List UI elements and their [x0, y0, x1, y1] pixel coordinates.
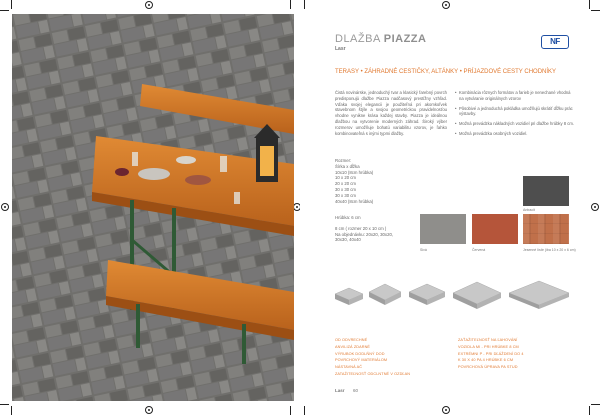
crop-mark: [304, 406, 305, 415]
title-light: DLAŽBA: [335, 33, 381, 45]
swatch-label: Antracit: [523, 208, 535, 212]
page-number: 60: [353, 388, 359, 393]
size-line: 20 x 20 cm: [335, 181, 357, 187]
size-line: 10 x 20 cm: [335, 175, 357, 181]
crop-mark: [0, 10, 9, 11]
brand-logo: Lasr: [335, 46, 346, 52]
swatch-label: Jesenné lísťe (iba 10 x 20 x 6 cm): [523, 248, 576, 252]
registration-mark: [442, 1, 450, 9]
crop-mark: [0, 404, 9, 405]
swatch-siva: [420, 214, 466, 244]
size-line: 10x10 (8cm hrúbka): [335, 169, 374, 175]
feature-line: OD ODVRECHNÉ: [335, 338, 368, 342]
sizes-heading: Rozmer:: [335, 158, 352, 163]
sizes-block: [335, 158, 373, 204]
feature-line: VOZIDLA MI - PRI HRÚBKE 8 CM: [458, 344, 519, 349]
crop-mark: [11, 0, 12, 9]
registration-mark: [1, 203, 9, 211]
paver-sizes-illustration: [333, 280, 573, 310]
thickness-line: 30x30, 40x40: [335, 237, 361, 243]
registration-mark: [145, 1, 153, 9]
feature-line: ZATAŽITEĽNOSŤ ODCLNTNÉ V OZDĽAN: [335, 371, 411, 376]
features-right: [458, 337, 524, 371]
feature-line: ZAŤAŽITEĽNOSŤ NA ĽAHOVÁNÍ: [458, 338, 518, 342]
swatch-cervena: [472, 214, 518, 244]
registration-mark: [442, 406, 450, 414]
feature-line: VÝRUBOK DODLŇNÝ DOD: [335, 351, 385, 356]
thickness-block: [335, 215, 393, 243]
crop-mark: [589, 0, 590, 9]
swatch-antracit: [523, 176, 569, 206]
page-title: [335, 33, 426, 45]
crop-mark: [589, 406, 590, 415]
thickness-line: 8 cm ( rozmer 20 x 10 cm ): [335, 225, 387, 231]
crop-mark: [591, 404, 600, 405]
footer-brand: Lasr: [335, 388, 345, 393]
nf-logo: NF: [541, 35, 569, 49]
crop-mark: [290, 406, 291, 415]
size-line: Šírka x dĺžka: [335, 163, 360, 169]
feature-line: NÁSTAVNÁ AČ: [335, 365, 363, 370]
feature-bullets: [455, 90, 575, 141]
usage-subtitle: TERASY • ZÁHRADNÉ CESTIČKY, ALTÁNKY • PRÍJAZDOVÉ CESTY CHODNÍKY: [335, 69, 557, 75]
size-line: 40x40 (8cm hrúbka): [335, 198, 374, 204]
feature-line: EXTRÉMNI P - PRI DĽÁŽDENÍ DO 4: [458, 351, 524, 356]
patio-photo: [12, 14, 294, 401]
description-paragraph: Čistá novinárske, jednoduchý tvar a klasický farebný povrch predisponujú dlažbe Piazza nadčasový prestížny vzhľad. Vďaka svojej elegancii je použiteľná pri akomkoľvek stavebnom štýle a svojou geometrickou pravidelnosťou vhodne vynikne krása každej stavby. Piazza je ideálnou dlažbou na vytvorenie moderných záhrad. Široký výber rozmerov umožňuje bohatú variabilitu vzorov, je ľahko kombinovateľná s inými typmi dlažby.: [335, 90, 447, 136]
bullet-item: • Kombinácia rôznych formátov a farieb je nenechané vhodná na vytváranie originálnych vzorov: [455, 90, 575, 102]
size-line: 30 x 30 cm: [335, 192, 357, 198]
bullet-item: • Možná prevádzka osobných vozidiel.: [455, 131, 575, 137]
thickness-line: Na objednávku: 20x20, 30x20,: [335, 231, 394, 237]
thickness-heading: Hrúbka: 6 cm: [335, 215, 361, 220]
features-left: [335, 337, 410, 378]
feature-line: POVRCHOVÝ MATERIÁLOM: [335, 358, 388, 363]
crop-mark: [591, 10, 600, 11]
bullet-item: • Možná prevádzka nákladných vozidiel pri dlažbe hrúbky 8 cm.: [455, 121, 575, 127]
bullet-item: • Pôsobivé a jednoduchá pokládka umožňujú skrátiť dĺžku prác výstavby.: [455, 106, 575, 118]
registration-mark: [591, 203, 599, 211]
crop-mark: [11, 406, 12, 415]
feature-line: K 30 X 40 PA 4 HRÚBKE 6 CM: [458, 358, 514, 363]
feature-line: ANVILIZÁ ZDARNÉ: [335, 344, 371, 349]
title-bold: PIAZZA: [383, 33, 427, 45]
size-line: 30 x 30 cm: [335, 186, 357, 192]
swatch-jesenne: [523, 214, 569, 244]
swatch-label: Sivá: [420, 248, 427, 252]
feature-line: POVRCHOVÁ ÚPRAVA PA STUD: [458, 365, 518, 370]
crop-mark: [290, 0, 291, 9]
crop-mark: [304, 0, 305, 9]
registration-mark: [145, 406, 153, 414]
swatch-label: Červená: [472, 248, 486, 252]
